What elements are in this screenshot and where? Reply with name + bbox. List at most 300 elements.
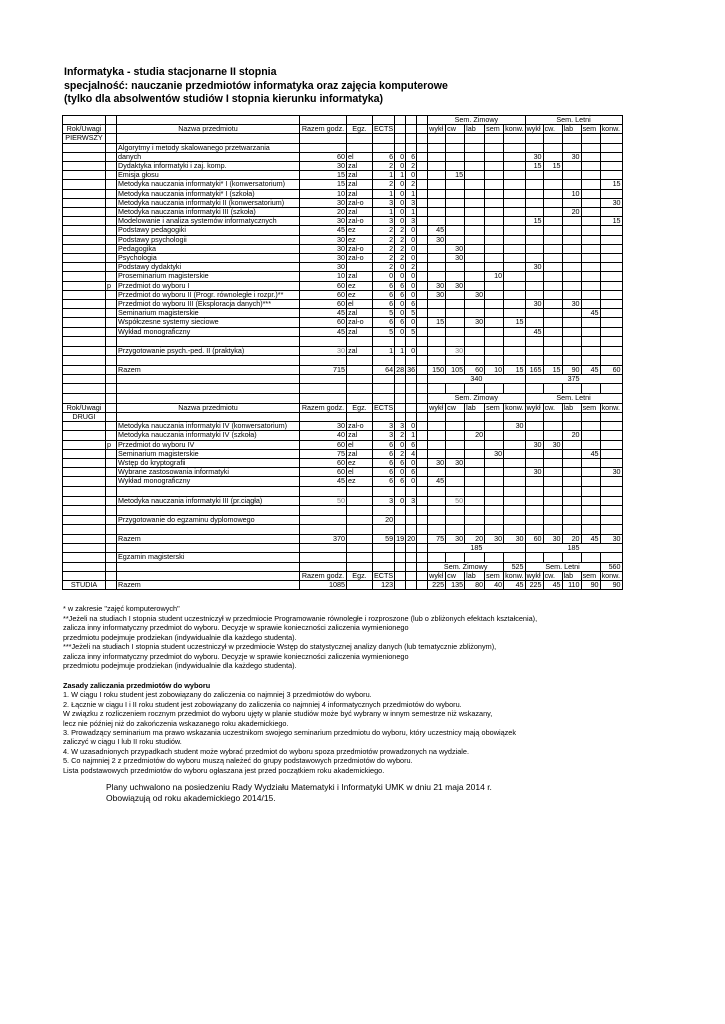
table-cell: 59 [373,534,395,543]
cell-lw [525,244,543,253]
column-header: Nazwa przedmiotu [117,125,300,134]
table-cell: 1085 [300,580,347,589]
cell-ll [562,244,581,253]
cell-s [485,217,504,226]
cell-w [428,143,446,152]
cell-z3 [417,180,428,189]
table-cell [465,336,485,346]
table-row [63,458,623,467]
cell-lw [525,458,543,467]
cell-flag [106,300,117,309]
column-header: cw. [543,403,562,412]
table-cell [600,134,622,143]
cell-lk [600,208,622,217]
table-cell [106,384,117,394]
cell-s [485,143,504,152]
cell-c [446,180,465,189]
subject-name: Przedmiot do wyboru II (Progr. równoległe i rozpr.)** [117,290,300,299]
table-cell [395,116,406,125]
table-cell [63,384,106,394]
table-cell [347,562,373,571]
cell-z3 [417,318,428,327]
cell-z2: 0 [406,272,417,281]
total-summer: 560 [600,562,622,571]
table-cell [562,412,581,421]
table-cell [562,384,581,394]
table-cell [600,505,622,515]
cell-ects: 6 [373,477,395,486]
cell-lk [600,290,622,299]
table-cell: 40 [485,580,504,589]
cell-l [465,244,485,253]
subject-name: Wykład monograficzny [117,327,300,336]
column-header: ECTS [374,571,394,580]
cell-c [446,272,465,281]
table-cell: 715 [300,366,347,375]
cell-z2: 5 [406,327,417,336]
table-row [63,431,623,440]
table-cell [106,356,117,366]
cell-k [504,180,525,189]
table-cell: 20 [465,534,485,543]
subject-name: Metodyka nauczania informatyki* I (konwersatorium) [117,180,300,189]
table-cell: 20 [373,515,395,524]
cell-ls [581,318,600,327]
table-cell [485,356,504,366]
table-cell [63,544,106,553]
cell-z2: 2 [406,180,417,189]
cell-ll: 20 [562,208,581,217]
cell-ects: 6 [373,458,395,467]
table-cell [562,356,581,366]
table-cell: 36 [407,365,416,375]
cell-l [465,208,485,217]
table-cell [428,515,446,524]
table-cell [395,562,406,571]
cell-flag [106,217,117,226]
cell-z1: 6 [395,458,406,467]
cell-flag [106,226,117,235]
cell-lk [600,263,622,272]
cell-lc [543,235,562,244]
cell-ll [562,272,581,281]
cell-z1: 0 [395,152,406,161]
table-cell [465,486,485,496]
table-cell [300,562,347,571]
table-cell [373,544,395,553]
cell-l [465,235,485,244]
table-cell [106,116,117,125]
cell-lk [600,431,622,440]
year-cell [63,327,106,336]
table-cell [428,553,446,562]
footnote: zalicza inny informatyczny przedmiot do wyboru. Decyzje w sprawie konieczności zaliczenia wymienionego [63,623,409,632]
cell-s [485,226,504,235]
cell-z2: 6 [406,468,417,477]
rule-line: 1. W ciągu I roku student jest zobowiązany do zaliczenia co najmniej 3 przedmiotów do wyboru. [63,690,372,700]
cell-ls [581,468,600,477]
cell-lw: 30 [525,440,543,449]
table-cell: 45 [581,366,600,375]
subject-name: Seminarium magisterskie [117,309,300,318]
cell-ects: 2 [373,244,395,253]
table-cell [406,394,417,403]
table-cell [428,346,446,355]
cell-ls [581,263,600,272]
subject-name: Modelowanie i analiza systemów informatycznych [117,217,300,226]
table-cell [446,515,465,524]
table-cell [446,524,465,534]
cell-k [504,468,525,477]
year-cell [63,431,106,440]
table-cell [525,486,543,496]
table-cell [347,394,373,403]
cell-s [485,458,504,467]
cell-ects: 3 [373,198,395,207]
table-cell [428,336,446,346]
cell-lw [525,272,543,281]
table-row [63,318,623,327]
column-header: cw. [543,125,562,134]
table-cell [485,553,504,562]
table-row [63,189,623,198]
exam-label: Egzamin magisterski [117,553,300,562]
column-header: cw. [543,571,562,580]
table-cell [347,375,373,384]
table-cell [525,336,543,346]
cell-c [446,422,465,431]
table-cell [406,356,417,366]
year-cell [63,244,106,253]
cell-exam: el [347,468,373,477]
cell-lc [543,431,562,440]
subject-name: Metodyka nauczania informatyki II (konwersatorium) [117,198,300,207]
cell-flag [106,198,117,207]
table-cell [117,505,300,515]
table-cell: 225 [525,580,543,589]
subject-name: Metodyka nauczania informatyki III (szkoła) [117,208,300,217]
table-row [63,571,623,580]
cell-z1: 0 [395,263,406,272]
table-cell [117,134,300,143]
cell-z1: 6 [395,290,406,299]
table-cell [347,524,373,534]
studia-label: STUDIA [63,580,106,589]
year-cell [63,152,106,161]
cell-lk [600,235,622,244]
cell-lw: 30 [525,152,543,161]
table-cell [600,384,622,394]
table-row [63,134,623,143]
table-cell [300,486,347,496]
table-cell: 60 [465,366,485,375]
cell-k [504,440,525,449]
cell-l [465,171,485,180]
table-cell [485,412,504,421]
cell-exam: zal-o [347,422,373,431]
cell-k [504,458,525,467]
table-cell [406,116,417,125]
table-cell: zal [347,346,373,355]
year-cell [63,180,106,189]
cell-hours: 30 [300,162,347,171]
cell-c [446,468,465,477]
cell-l [465,309,485,318]
table-cell [406,553,417,562]
table-cell [347,116,373,125]
cell-lw [525,254,543,263]
cell-lk [600,318,622,327]
table-cell [373,486,395,496]
cell-l [465,162,485,171]
table-cell [525,134,543,143]
cell-w: 45 [428,226,446,235]
column-header [106,125,117,134]
cell-k [504,226,525,235]
table-cell [347,366,373,375]
table-cell [417,116,428,125]
cell-ll [562,422,581,431]
table-cell [504,496,525,505]
cell-ls [581,477,600,486]
cell-s [485,152,504,161]
cell-z1: 2 [395,254,406,263]
cell-k [504,300,525,309]
table-cell [543,336,562,346]
table-cell [417,375,428,384]
cell-ls [581,189,600,198]
cell-lk [600,162,622,171]
cell-lk: 15 [600,180,622,189]
year-cell [63,318,106,327]
table-cell [465,496,485,505]
table-cell [543,524,562,534]
table-row [63,171,623,180]
cell-ls [581,244,600,253]
table-row [63,412,623,421]
cell-z2: 3 [406,217,417,226]
cell-c: 30 [446,458,465,467]
cell-k [504,281,525,290]
table-cell [600,553,622,562]
table-row [63,263,623,272]
table-cell [446,134,465,143]
subject-name: Metodyka nauczania informatyki IV (szkoła) [117,431,300,440]
table-cell [543,515,562,524]
table-cell [600,486,622,496]
cell-z1: 2 [395,235,406,244]
table-cell [446,336,465,346]
cell-exam: ez [347,235,373,244]
cell-s: 10 [485,272,504,281]
rule-line: W związku z rozliczeniem rocznym przedmiot do wyboru ujęty w planie studiów może być wybrany w innym semestrze niż wskazany, [63,709,493,719]
cell-flag [106,309,117,318]
table-row [63,580,623,589]
cell-hours: 30 [300,254,347,263]
cell-s [485,162,504,171]
table-cell [106,336,117,346]
cell-ects: 2 [373,226,395,235]
table-cell [504,524,525,534]
cell-w [428,309,446,318]
table-row [63,125,623,134]
column-header: konw. [505,571,524,580]
cell-lc [543,226,562,235]
title-line-3: (tylko dla absolwentów studiów I stopnia kierunku informatyka) [64,93,384,106]
cell-lk [600,422,622,431]
cell-k [504,235,525,244]
year-cell [63,254,106,263]
cell-exam: el [347,440,373,449]
cell-ls [581,458,600,467]
year-cell [63,189,106,198]
cell-flag: p [106,281,117,290]
cell-z1: 2 [395,226,406,235]
cell-hours: 60 [300,281,347,290]
table-cell [600,346,622,355]
cell-w [428,244,446,253]
cell-z3 [417,152,428,161]
table-cell [117,524,300,534]
column-header: lab [562,571,581,580]
table-cell [406,580,417,589]
column-header [395,571,406,580]
table-row [63,375,623,384]
cell-ects: 6 [373,318,395,327]
table-cell [485,486,504,496]
total-winter: 340 [428,375,525,384]
cell-flag: p [106,440,117,449]
cell-k [504,162,525,171]
cell-lw [525,171,543,180]
cell-l: 30 [465,290,485,299]
table-cell: 45 [504,580,525,589]
cell-z1: 0 [395,327,406,336]
cell-k [504,189,525,198]
cell-flag [106,272,117,281]
table-cell: 165 [525,366,543,375]
cell-k [504,208,525,217]
column-header: lab [562,403,581,412]
table-cell [417,134,428,143]
cell-l: 30 [465,318,485,327]
table-cell [63,505,106,515]
cell-z1: 6 [395,318,406,327]
cell-c [446,477,465,486]
cell-w [428,217,446,226]
cell-hours: 30 [300,217,347,226]
table-row [63,208,623,217]
cell-ll [562,458,581,467]
sem-letni-label: Sem. Letni [525,116,622,125]
cell-lk [600,244,622,253]
table-cell [406,336,417,346]
cell-lc [543,327,562,336]
cell-k [504,327,525,336]
total-summer: 375 [525,375,622,384]
table-cell [562,346,581,355]
cell-flag [106,290,117,299]
table-cell [106,366,117,375]
footer-line-1: Plany uchwalono na posiedzeniu Rady Wydziału Matematyki i Informatyki UMK w dniu 21 maja 2014 r. [106,782,492,792]
table-cell [406,384,417,394]
cell-lw [525,189,543,198]
table-cell [395,553,406,562]
table-cell: 135 [446,580,465,589]
table-row [63,309,623,318]
cell-exam: el [347,152,373,161]
table-cell [117,116,300,125]
cell-z2: 4 [406,449,417,458]
cell-z1: 0 [395,272,406,281]
cell-lw: 30 [525,468,543,477]
cell-k [504,477,525,486]
cell-exam: zal [347,309,373,318]
cell-s [485,468,504,477]
cell-s [485,244,504,253]
cell-z3 [417,422,428,431]
sem-zimowy-label: Sem. Zimowy [428,562,504,571]
table-cell [525,505,543,515]
cell-lc [543,171,562,180]
rule-line: lecz nie później niż do zakończenia wskazanego roku akademickiego. [63,718,289,728]
cell-lw [525,449,543,458]
sem-zimowy-label: Sem. Zimowy [428,394,525,403]
subject-name: Dydaktyka informatyki i zaj. komp. [117,162,300,171]
table-row [63,152,623,161]
cell-z2: 2 [406,162,417,171]
table-row [63,300,623,309]
cell-exam: zal-o [347,254,373,263]
cell-z3 [417,244,428,253]
cell-ll [562,235,581,244]
table-cell [485,384,504,394]
cell-lk: 30 [600,198,622,207]
cell-flag [106,458,117,467]
subject-name: Emisja głosu [117,171,300,180]
cell-ll [562,281,581,290]
table-cell [562,496,581,505]
cell-k [504,309,525,318]
cell-z3 [417,254,428,263]
cell-ll [562,226,581,235]
cell-c [446,449,465,458]
table-cell [428,356,446,366]
cell-exam: zal [347,208,373,217]
cell-z3 [417,226,428,235]
cell-ects [373,143,395,152]
cell-lw [525,318,543,327]
cell-lc [543,449,562,458]
cell-hours: 15 [300,171,347,180]
cell-s [485,477,504,486]
table-cell [106,496,117,505]
sum-label: Razem [117,366,300,375]
cell-z1: 0 [395,189,406,198]
table-cell [347,486,373,496]
table-cell: 15 [504,366,525,375]
cell-w [428,198,446,207]
table-cell [63,336,106,346]
table-cell [417,366,428,375]
column-header [395,125,406,134]
table-cell [373,116,395,125]
table-cell [300,134,347,143]
table-cell [373,524,395,534]
column-header: Egz. [347,571,373,580]
column-header [406,403,417,412]
table-cell [347,336,373,346]
